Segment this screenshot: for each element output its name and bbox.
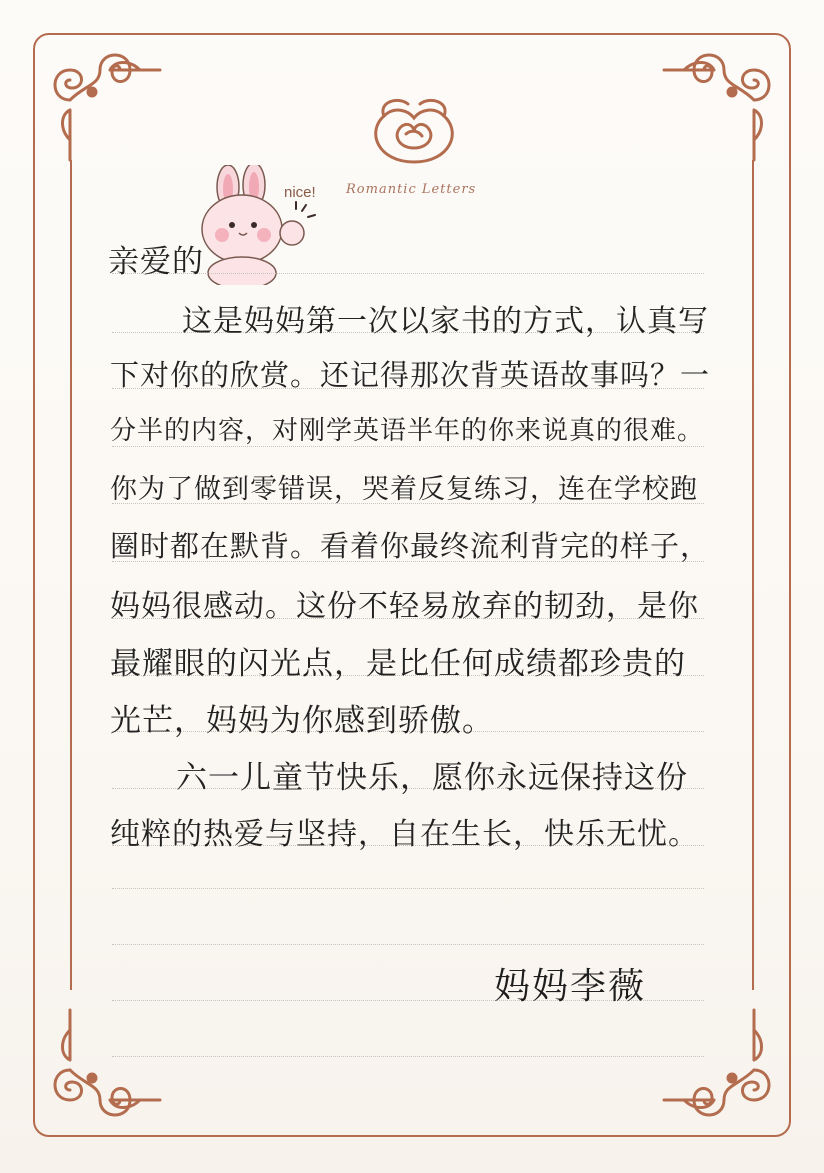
nice-label: nice!: [284, 184, 316, 201]
bunny-sticker-icon: [188, 165, 328, 285]
corner-ornament-bottom-left: [40, 1000, 170, 1130]
letter-line: 纯粹的热爱与坚持，自在生长，快乐无忧。: [110, 817, 699, 852]
letter-line: 你为了做到零错误，哭着反复练习，连在学校跑: [110, 474, 698, 505]
rose-icon: [358, 92, 470, 172]
brand-label: Romantic Letters: [346, 182, 477, 197]
corner-ornament-bottom-right: [654, 1000, 784, 1130]
letter-line: 下对你的欣赏。还记得那次背英语故事吗？一: [110, 358, 711, 392]
letter-line: 妈妈很感动。这份不轻易放弃的韧劲，是你: [110, 589, 699, 624]
ruled-line: [112, 944, 704, 945]
letter-line: 分半的内容，对刚学英语半年的你来说真的很难。: [110, 416, 705, 446]
ruled-line: [112, 1056, 704, 1057]
ruled-line: [112, 888, 704, 889]
letter-line: 光芒，妈妈为你感到骄傲。: [110, 703, 494, 739]
letter-greeting: 亲爱的: [108, 244, 204, 280]
signature: 妈妈李薇: [494, 966, 647, 1007]
letter-line: 这是妈妈第一次以家书的方式，认真写: [182, 304, 709, 339]
letter-line: 六一儿童节快乐，愿你永远保持这份: [176, 760, 688, 796]
letter-line: 圈时都在默背。看着你最终流利背完的样子，: [110, 529, 711, 563]
inner-frame: [70, 160, 754, 990]
corner-ornament-top-right: [654, 40, 784, 170]
corner-ornament-top-left: [40, 40, 170, 170]
letter-line: 最耀眼的闪光点，是比任何成绩都珍贵的: [110, 646, 686, 682]
